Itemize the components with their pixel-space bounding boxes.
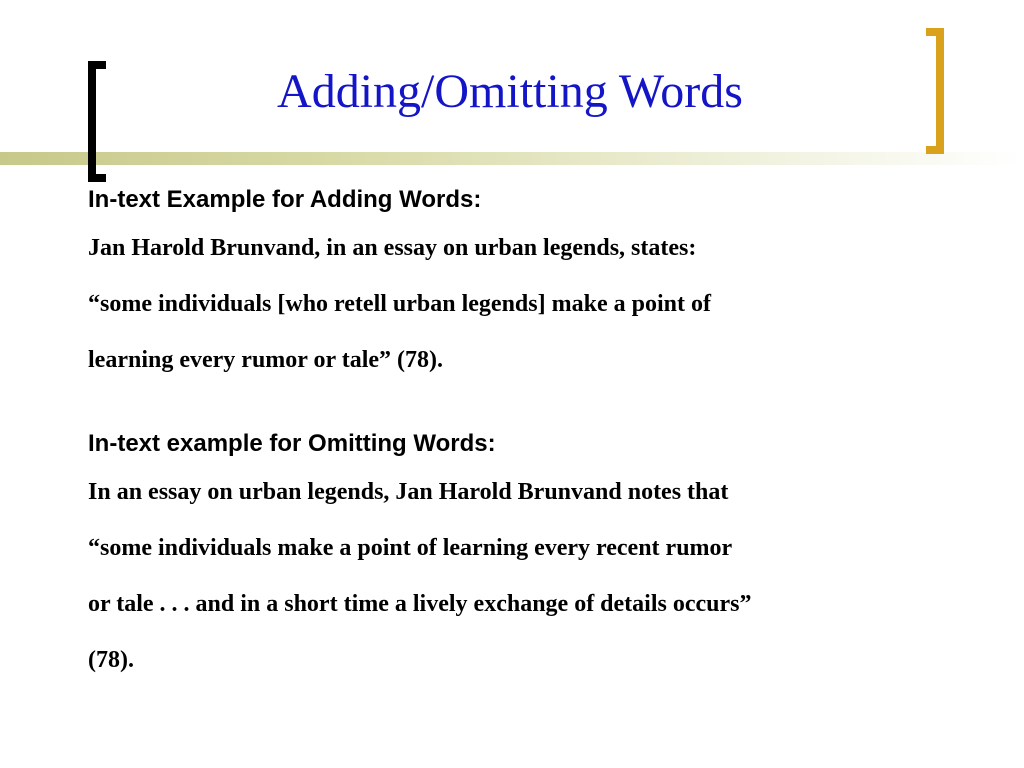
omitting-words-heading: In-text example for Omitting Words: <box>88 430 496 457</box>
section-spacer <box>88 388 968 424</box>
text-line: or tale . . . and in a short time a lively exchange of details occurs” <box>88 591 752 617</box>
slide-title: Adding/Omitting Words <box>277 65 743 118</box>
title-underline-bar <box>0 152 1024 165</box>
text-line: “some individuals [who retell urban legends] make a point of <box>88 291 711 317</box>
text-line: In an essay on urban legends, Jan Harold Brunvand notes that <box>88 479 729 505</box>
text-line: Jan Harold Brunvand, in an essay on urban legends, states: <box>88 235 697 261</box>
text-line: learning every rumor or tale” (78). <box>88 347 444 373</box>
adding-words-heading: In-text Example for Adding Words: <box>88 186 482 213</box>
adding-words-section <box>88 180 968 388</box>
right-bracket-decoration <box>926 28 944 154</box>
text-line: “some individuals make a point of learning every recent rumor <box>88 535 733 561</box>
left-bracket-decoration <box>88 61 106 182</box>
omitting-words-example <box>88 464 968 688</box>
text-line: (78). <box>88 647 134 673</box>
omitting-words-section <box>88 424 968 688</box>
slide-content <box>88 180 968 688</box>
adding-words-example <box>88 220 968 388</box>
